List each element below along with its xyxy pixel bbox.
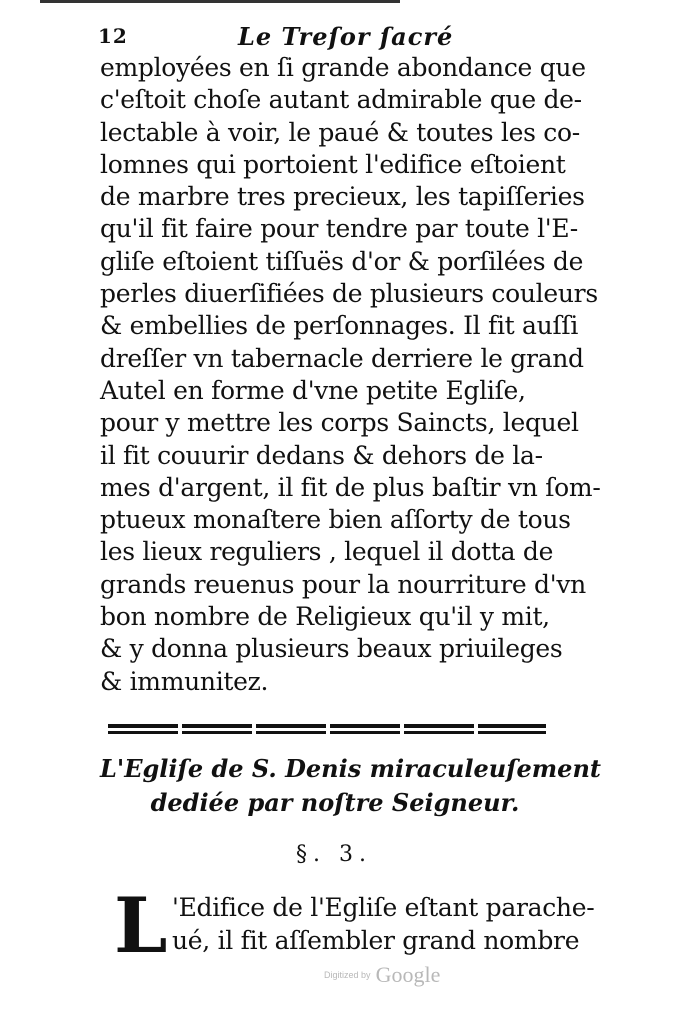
separator-bar: [108, 724, 546, 728]
text-line: 'Edifice de l'Egliſe eſtant parache-: [172, 893, 595, 922]
drop-cap: L: [114, 881, 168, 970]
section-paragraph: [172, 891, 594, 957]
text-line: bon nombre de Religieux qu'il y mit,: [100, 602, 550, 632]
section-heading-line: dediée par noſtre Seigneur.: [150, 788, 520, 817]
section-separator-rule: [108, 724, 546, 738]
text-line: grands reuenus pour la nourriture d'vn: [100, 569, 586, 599]
text-line: & y donna plusieurs beaux priuileges: [100, 634, 563, 664]
top-edge-rule: [40, 0, 400, 6]
text-line: mes d'argent, il fit de plus baſtir vn ſom-: [100, 472, 601, 502]
text-line: pour y mettre les corps Saincts, lequel: [100, 408, 579, 438]
text-line: perles diuerſifiées de plusieurs couleurs: [100, 279, 598, 309]
running-title: Le Treſor ſacré: [238, 22, 454, 51]
section-heading: [100, 752, 601, 820]
text-line: & immunitez.: [100, 666, 269, 696]
text-line: dreſſer vn tabernacle derriere le grand: [100, 343, 584, 373]
text-line: c'eſtoit choſe autant admirable que de-: [100, 85, 582, 115]
text-line: Autel en forme d'vne petite Egliſe,: [100, 375, 526, 405]
section-number: §. 3.: [296, 842, 372, 867]
text-line: lomnes qui portoient l'edifice eſtoient: [100, 149, 566, 179]
separator-bar: [108, 731, 546, 734]
text-line: les lieux reguliers , lequel il dotta de: [100, 537, 554, 567]
text-line: ué, il fit aſſembler grand nombre: [172, 926, 580, 955]
text-line: ptueux monaſtere bien aſſorty de tous: [100, 505, 571, 535]
text-line: lectable à voir, le paué & toutes les co-: [100, 117, 580, 147]
text-line: qu'il fit faire pour tendre par toute l'E-: [100, 214, 578, 244]
text-line: de marbre tres precieux, les tapiſſeries: [100, 182, 585, 212]
body-text: [100, 52, 601, 698]
watermark-brand: Google: [375, 962, 441, 987]
text-line: employées en ſi grande abondance que: [100, 53, 586, 82]
text-line: gliſe eſtoient tiſſuës d'or & porſilées de: [100, 246, 584, 276]
digitized-watermark: [324, 962, 440, 988]
page-number: 12: [98, 24, 128, 48]
watermark-prefix: Digitized by: [324, 970, 371, 980]
text-line: & embellies de perſonnages. Il fit auſſi: [100, 311, 579, 341]
text-line: il fit couurir dedans & dehors de la-: [100, 440, 543, 470]
section-heading-line: L'Egliſe de S. Denis miraculeuſement: [100, 754, 601, 783]
